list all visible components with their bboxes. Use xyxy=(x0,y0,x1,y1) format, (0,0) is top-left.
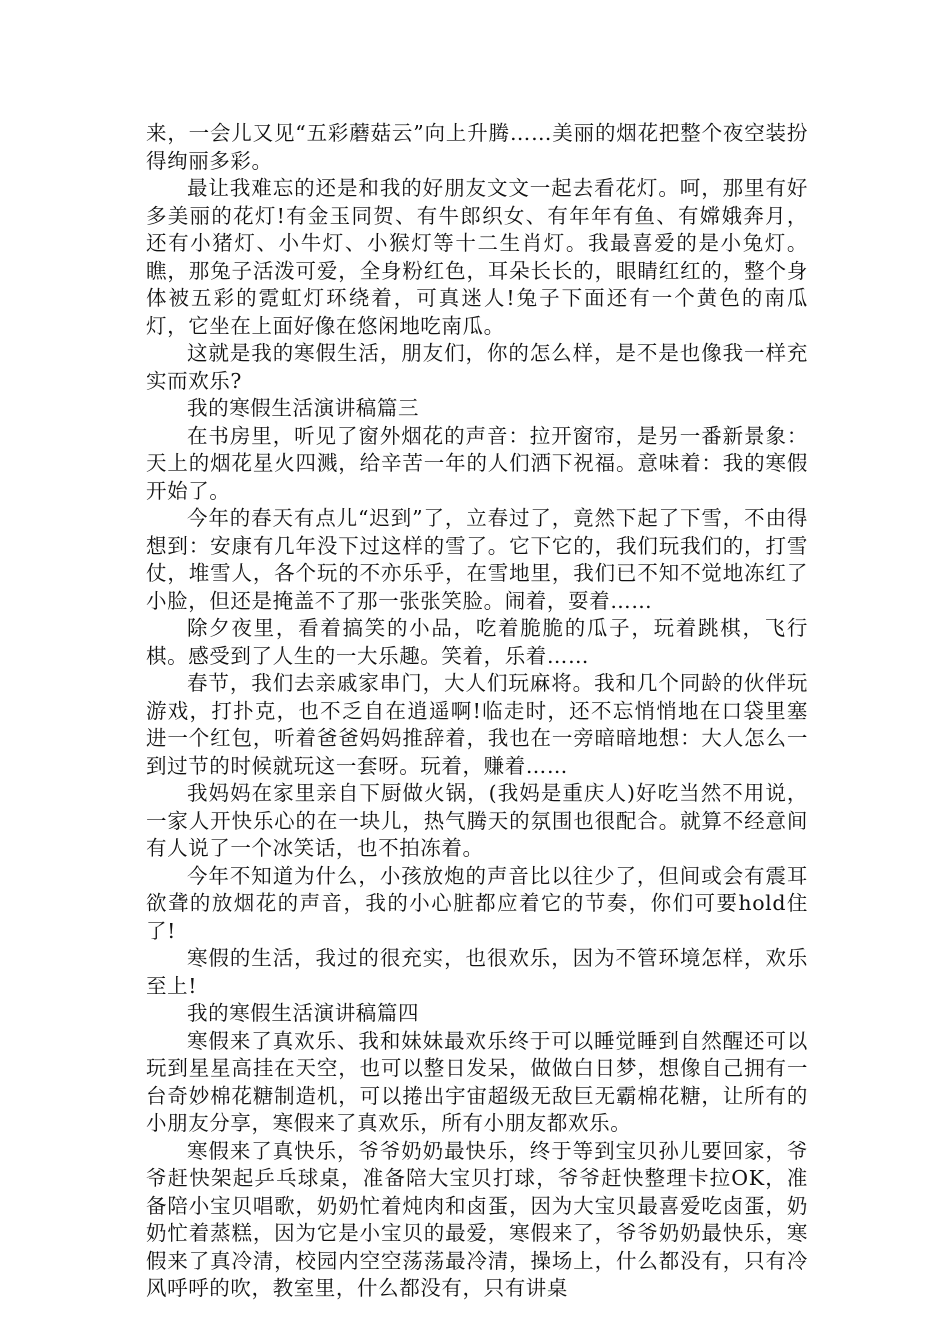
paragraph-happy-holiday: 寒假来了真欢乐、我和妹妹最欢乐终于可以睡觉睡到自然醒还可以玩到星星高挂在天空，也可以整日发呆，做做白日梦，想像自己拥有一台奇妙棉花糖制造机，可以捲出宇宙超级无敌巨无霸棉花糖，让所有的小朋友分享，寒假来了真欢乐，所有小朋友都欢乐。 xyxy=(146,1028,808,1135)
paragraph-firecrackers: 今年不知道为什么，小孩放炮的声音比以往少了，但间或会有震耳欲聋的放烟花的声音，我的小心脏都应着它的节奏，你们可要hold住了! xyxy=(146,863,808,943)
paragraph-summary: 寒假的生活，我过的很充实，也很欢乐，因为不管环境怎样，欢乐至上! xyxy=(146,946,808,998)
paragraph-study-fireworks: 在书房里，听见了窗外烟花的声音：拉开窗帘，是另一番新景象：天上的烟花星火四溅，给辛苦一年的人们洒下祝福。意味着：我的寒假开始了。 xyxy=(146,423,808,503)
section-heading-3: 我的寒假生活演讲稿篇三 xyxy=(187,396,420,420)
paragraph-spring-festival: 春节，我们去亲戚家串门，大人们玩麻将。我和几个同龄的伙伴玩游戏，打扑克，也不乏自在逍遥啊!临走时，还不忘悄悄地在口袋里塞进一个红包，听着爸爸妈妈推辞着，我也在一旁暗暗地想：大人怎么一到过节的时候就玩这一套呀。玩着，赚着…… xyxy=(146,671,808,778)
paragraph-continuation: 来，一会儿又见“五彩蘑菇云”向上升腾……美丽的烟花把整个夜空装扮得绚丽多彩。 xyxy=(146,121,808,173)
paragraph-hotpot: 我妈妈在家里亲自下厨做火锅，(我妈是重庆人)好吃当然不用说，一家人开快乐心的在一块儿，热气腾天的氛围也很配合。就算不经意间有人说了一个冰笑话，也不拍冻着。 xyxy=(146,781,808,860)
paragraph-new-years-eve: 除夕夜里，看着搞笑的小品，吃着脆脆的瓜子，玩着跳棋，飞行棋。感受到了人生的一大乐趣。笑着，乐着…… xyxy=(146,616,808,668)
paragraph-spring-snow: 今年的春天有点儿“迟到”了，立春过了，竟然下起了下雪，不由得想到：安康有几年没下过这样的雪了。它下它的，我们玩我们的，打雪仗，堆雪人，各个玩的不亦乐乎，在雪地里，我们已不知不觉地冻红了小脸，但还是掩盖不了那一张张笑脸。闹着，耍着…… xyxy=(146,506,808,613)
section-heading-4: 我的寒假生活演讲稿篇四 xyxy=(187,1001,420,1025)
paragraph-closing: 这就是我的寒假生活，朋友们，你的怎么样，是不是也像我一样充实而欢乐? xyxy=(146,341,808,393)
paragraph-lanterns: 最让我难忘的还是和我的好朋友文文一起去看花灯。呵，那里有好多美丽的花灯!有金玉同贺、有牛郎织女、有年年有鱼、有嫦娥奔月，还有小猪灯、小牛灯、小猴灯等十二生肖灯。我最喜爱的是小兔灯。瞧，那兔子活泼可爱，全身粉红色，耳朵长长的，眼睛红红的，整个身体被五彩的霓虹灯环绕着，可真迷人!兔子下面还有一个黄色的南瓜灯，它坐在上面好像在悠闲地吃南瓜。 xyxy=(146,176,808,338)
document-page xyxy=(146,120,808,1303)
paragraph-grandparents: 寒假来了真快乐，爷爷奶奶最快乐，终于等到宝贝孙儿要回家，爷爷赶快架起乒乓球桌，准备陪大宝贝打球，爷爷赶快整理卡拉OK，准备陪小宝贝唱歌，奶奶忙着炖肉和卤蛋，因为大宝贝最喜爱吃卤蛋，奶奶忙着蒸糕，因为它是小宝贝的最爱，寒假来了，爷爷奶奶最快乐，寒假来了真冷清，校园内空空荡荡最冷清，操场上，什么都没有，只有冷风呼呼的吹，教室里，什么都没有，只有讲桌 xyxy=(146,1138,808,1300)
